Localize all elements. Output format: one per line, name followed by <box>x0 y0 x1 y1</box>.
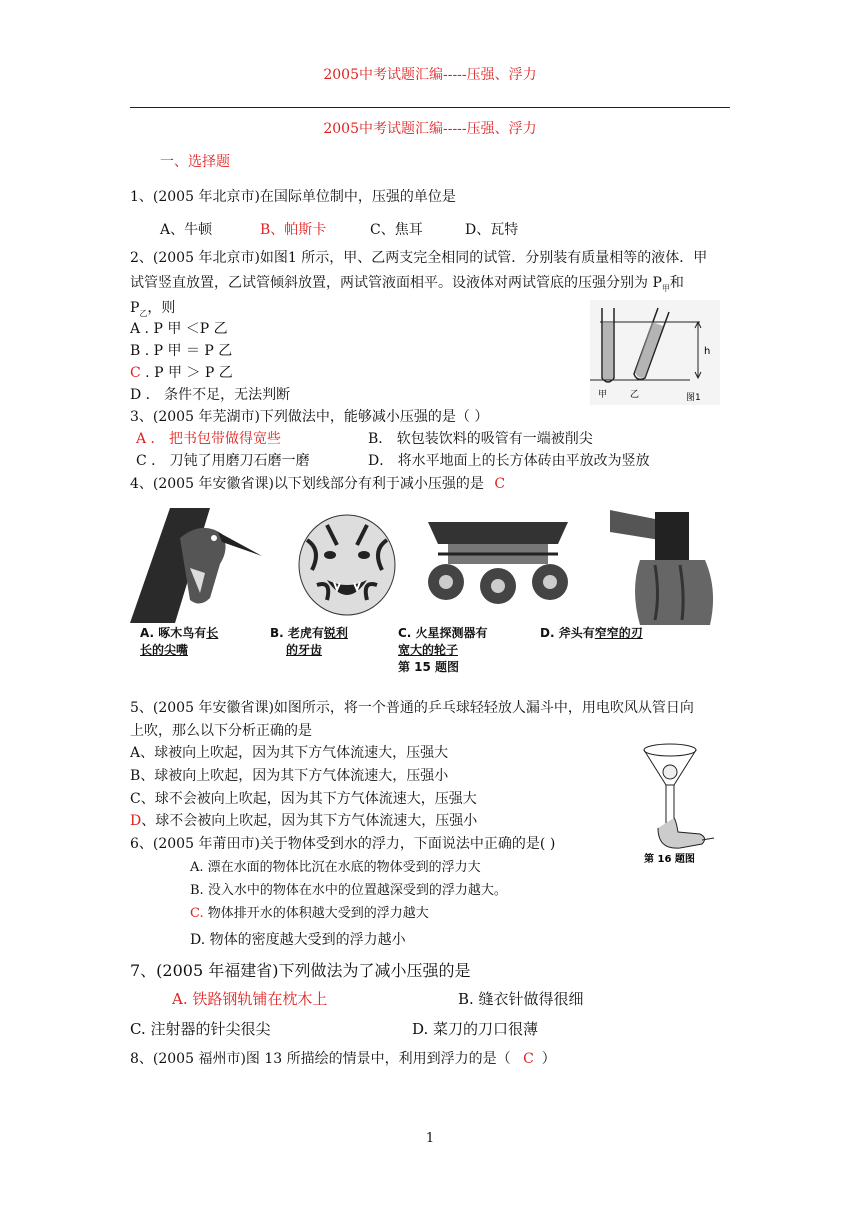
q5-stem-line2: 上吹，那么以下分析正确的是 <box>130 723 312 739</box>
q4-stem-text: 4、(2005 年安徽省课)以下划线部分有利于减小压强的是 <box>130 476 484 492</box>
q2-sub-yi: 乙 <box>139 308 148 318</box>
caption-b-prefix: B. 老虎有 <box>270 626 324 640</box>
q2-stem-line3 <box>130 297 175 319</box>
fig1-jia: 甲 <box>598 390 608 400</box>
woodpecker-image <box>130 508 270 623</box>
q7-stem: 7、(2005 年福建省)下列做法为了减小压强的是 <box>130 961 471 980</box>
q2-option-c-letter: C <box>130 365 141 381</box>
q5-option-c: C、球不会被向上吹起，因为其下方气体流速大，压强大 <box>130 791 477 807</box>
figure-15 <box>130 500 730 682</box>
q2-option-a: A . P 甲 ＜P 乙 <box>130 321 228 337</box>
q1-option-a: A、牛顿 <box>160 222 213 238</box>
q6-option-c-text: 物体排开水的体积越大受到的浮力越大 <box>203 906 429 921</box>
q3-stem: 3、(2005 年芜湖市)下列做法中，能够减小压强的是（ ） <box>130 409 489 425</box>
q6-stem: 6、(2005 年莆田市)关于物体受到水的浮力，下面说法中正确的是( ) <box>130 836 556 852</box>
q5-option-d <box>130 810 477 830</box>
caption-b-underlined-1: 锐利 <box>323 626 348 640</box>
q2-sub-jia: 甲 <box>661 283 670 293</box>
q3-option-d: D． 将水平地面上的长方体砖由平放改为竖放 <box>368 453 650 469</box>
caption-a <box>140 625 218 659</box>
caption-b-underlined-2: 的牙齿 <box>286 643 323 657</box>
q6-option-d: D. 物体的密度越大受到的浮力越小 <box>190 932 406 948</box>
q7-option-b: B. 缝衣针做得很细 <box>458 990 584 1008</box>
caption-c <box>398 625 488 676</box>
q2-option-c-text: . P 甲 ＞ P 乙 <box>140 365 233 381</box>
figure-15-label: 第 15 题图 <box>398 660 460 674</box>
q6-option-a: A. 漂在水面的物体比沉在水底的物体受到的浮力大 <box>190 860 481 875</box>
mars-rover-image <box>418 514 580 609</box>
q8-close: ） <box>541 1051 556 1067</box>
caption-b <box>270 625 348 659</box>
q5-option-b: B、球被向上吹起，因为其下方气体流速大，压强小 <box>130 768 449 784</box>
page-number: 1 <box>425 1131 435 1146</box>
running-header: 2005中考试题汇编-----压强、浮力 <box>323 67 537 83</box>
q3-option-a: A ． 把书包带做得宽些 <box>136 431 282 447</box>
tiger-image <box>292 510 402 620</box>
q8-stem <box>130 1048 556 1068</box>
q4-stem <box>130 473 505 493</box>
q2-option-d: D ． 条件不足，无法判断 <box>130 387 291 403</box>
q8-stem-text: 8、(2005 福州市)图 13 所描绘的情景中，利用到浮力的是（ <box>130 1051 511 1067</box>
q2-and: 和 <box>669 275 684 291</box>
section-heading: 一、选择题 <box>160 154 230 170</box>
figure-1-test-tubes <box>590 300 720 405</box>
figure-16-funnel <box>640 740 720 865</box>
q1-stem: 1、(2005 年北京市)在国际单位制中，压强的单位是 <box>130 189 456 205</box>
caption-d <box>540 625 643 642</box>
caption-c-prefix: C. 火星探测器有 <box>398 626 488 640</box>
q2-option-c <box>130 362 233 382</box>
q2-stem-text: 试管竖直放置，乙试管倾斜放置，两试管液面相平。设液体对两试管底的压强分别为 P <box>130 275 662 291</box>
q2-stem-line2 <box>130 272 684 294</box>
caption-a-underlined-1: 长 <box>206 626 219 640</box>
q6-option-b: B. 没入水中的物体在水中的位置越深受到的浮力越大。 <box>190 883 507 898</box>
q5-option-d-text: 、球不会被向上吹起，因为其下方气体流速大，压强小 <box>141 813 478 829</box>
q1-option-d: D、瓦特 <box>465 222 519 238</box>
q3-option-c: C ． 刀钝了用磨刀石磨一磨 <box>136 453 310 469</box>
q6-option-c-letter: C. <box>190 906 204 921</box>
q7-option-a: A. 铁路钢轨铺在枕木上 <box>172 990 328 1008</box>
caption-c-underlined: 宽大的轮子 <box>398 643 459 657</box>
caption-a-underlined-2: 长的尖嘴 <box>140 643 189 657</box>
q7-option-c: C. 注射器的针尖很尖 <box>130 1020 271 1038</box>
q1-option-b: B、帕斯卡 <box>260 222 327 238</box>
q7-option-d: D. 菜刀的刀口很薄 <box>412 1020 539 1038</box>
q2-p: P <box>130 300 140 316</box>
fig1-h-label: h <box>704 346 711 357</box>
caption-a-prefix: A. 啄木鸟有 <box>140 626 207 640</box>
axe-image <box>600 500 730 625</box>
header-rule <box>130 107 730 108</box>
q2-then: ，则 <box>147 300 176 316</box>
caption-d-prefix: D. 斧头有 <box>540 626 595 640</box>
q8-answer: C <box>523 1051 534 1067</box>
document-title: 2005中考试题汇编-----压强、浮力 <box>323 121 537 137</box>
q5-stem-line1: 5、(2005 年安徽省课)如图所示，将一个普通的乒乓球轻轻放人漏斗中，用电吹风从管日向 <box>130 700 694 716</box>
caption-d-underlined: 窄窄的刃 <box>594 626 643 640</box>
q5-option-d-letter: D <box>130 813 142 829</box>
q5-option-a: A、球被向上吹起，因为其下方气体流速大，压强大 <box>130 745 449 761</box>
fig1-yi: 乙 <box>630 390 640 400</box>
q4-answer: C <box>494 476 506 492</box>
q2-stem-line1: 2、(2005 年北京市)如图1 所示，甲、乙两支完全相同的试管．分别装有质量相等的液体．甲 <box>130 250 708 266</box>
figure-16-label: 第 16 题图 <box>644 854 695 865</box>
q1-option-c: C、焦耳 <box>370 222 423 238</box>
fig1-caption: 图1 <box>686 393 701 403</box>
q6-option-c <box>190 902 429 921</box>
q3-option-b: B． 软包装饮料的吸管有一端被削尖 <box>368 431 593 447</box>
q2-option-b: B . P 甲 ＝ P 乙 <box>130 343 233 359</box>
